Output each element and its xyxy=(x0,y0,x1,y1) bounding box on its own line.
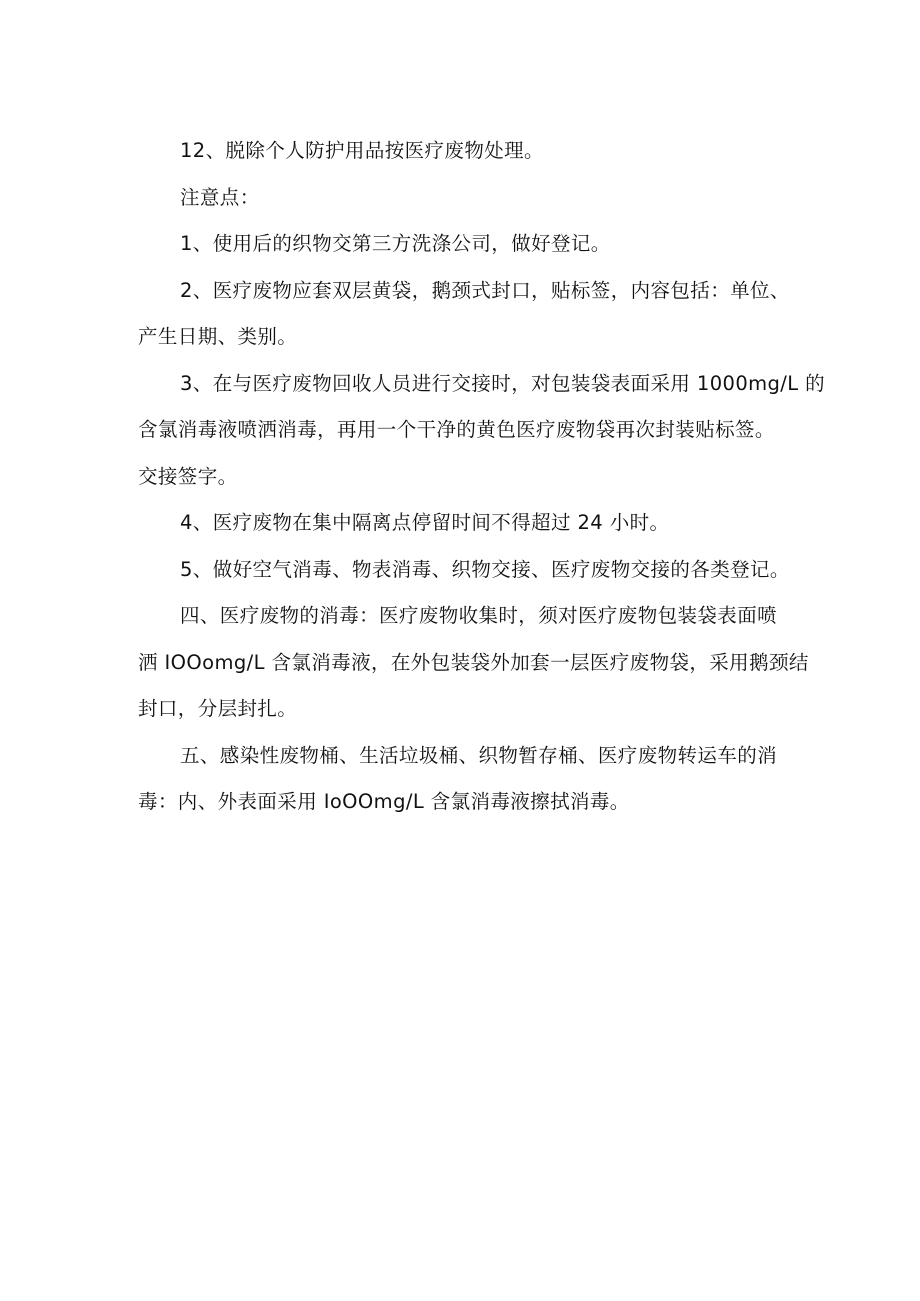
text-line-7: 含氯消毒液喷洒消毒，再用一个干净的黄色医疗废物袋再次封装贴标签。 xyxy=(138,418,775,441)
text-line-8: 交接签字。 xyxy=(138,464,238,488)
text-line-15: 毒：内、外表面采用 IoOOmg/L 含氯消毒液擦拭消毒。 xyxy=(138,790,630,813)
document-body xyxy=(138,128,826,826)
text-line-11: 四、医疗废物的消毒：医疗废物收集时，须对医疗废物包装袋表面喷 xyxy=(180,604,778,627)
text-line-3: 1、使用后的织物交第三方洗涤公司，做好登记。 xyxy=(180,232,611,255)
text-line-9: 4、医疗废物在集中隔离点停留时间不得超过 24 小时。 xyxy=(180,511,670,534)
text-line-12: 洒 IOOomg/L 含氯消毒液，在外包装袋外加套一层医疗废物袋，采用鹅颈结 xyxy=(138,650,809,674)
text-line-5: 产生日期、类别。 xyxy=(138,325,298,348)
text-line-6: 3、在与医疗废物回收人员进行交接时，对包装袋表面采用 1000mg/L 的 xyxy=(180,371,826,395)
text-line-1: 12、脱除个人防护用品按医疗废物处理。 xyxy=(180,139,544,162)
text-line-13: 封口，分层封扎。 xyxy=(138,697,298,720)
text-line-10: 5、做好空气消毒、物表消毒、织物交接、医疗废物交接的各类登记。 xyxy=(180,557,790,581)
text-line-2: 注意点： xyxy=(180,185,260,209)
text-line-14: 五、感染性废物桶、生活垃圾桶、织物暂存桶、医疗废物转运车的消 xyxy=(180,743,778,767)
text-line-4: 2、医疗废物应套双层黄袋，鹅颈式封口，贴标签，内容包括：单位、 xyxy=(180,278,790,302)
